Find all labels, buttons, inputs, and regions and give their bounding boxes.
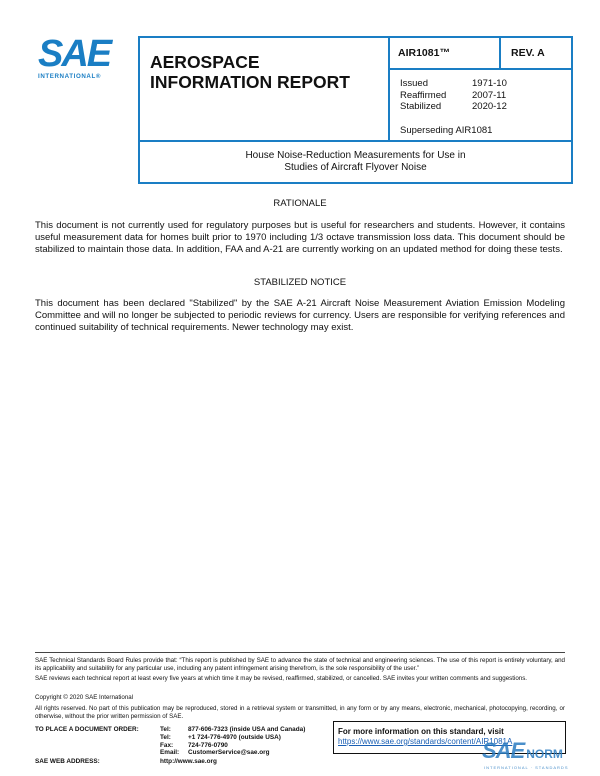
revision-label: REV. A: [501, 38, 571, 70]
date-value: 2007-11: [472, 89, 507, 101]
watermark-mark: SAE: [482, 738, 525, 763]
date-label: Stabilized: [400, 101, 442, 112]
more-info-title: For more information on this standard, visit: [338, 727, 504, 736]
document-number: AIR1081™: [390, 38, 501, 70]
web-address-link[interactable]: http://www.sae.org: [160, 758, 217, 765]
report-type-line1: AEROSPACE: [150, 52, 260, 72]
order-key: Fax:: [160, 741, 174, 749]
order-values: [188, 726, 348, 757]
order-value: 724-776-0790: [188, 741, 228, 749]
order-label: TO PLACE A DOCUMENT ORDER:: [35, 726, 139, 733]
standard-url-link[interactable]: https://www.sae.org/standards/content/AIR1081A: [338, 737, 513, 746]
order-email-link[interactable]: CustomerService@sae.org: [188, 749, 270, 757]
review-text: SAE reviews each technical report at least every five years at which time it may be revised, reaffirmed, stabilized, or cancelled. SAE invites your written comments and suggestions.: [35, 675, 528, 682]
sae-norm-watermark: [482, 738, 592, 772]
subject-line1: House Noise-Reduction Measurements for Use in: [245, 150, 466, 161]
stabilized-text: This document has been declared "Stabilized" by the SAE A-21 Aircraft Noise Measurement Aviation Emission Modeling Committee and will no longer be subjected to periodic reviews for currency. Users are responsible for verifying references and continued suitability of technical requirements. Newer technology may exist.: [35, 298, 565, 333]
web-address: [35, 758, 217, 765]
footer-divider: [35, 652, 565, 653]
rationale-text: This document is not currently used for regulatory purposes but is useful for researchers and students. However, it contains useful measurement data for homes built prior to 1970 including 1/3 octave transmission loss data. This document should be stabilized to maintain those data. In addition, FAA and A-21 are currently working on an updated method for doing these tests.: [35, 220, 565, 255]
rights-text: All rights reserved. No part of this publication may be reproduced, stored in a retrieval system or transmitted, in any form or by any means, electronic, mechanical, photocopying, recording, or otherwise, without the prior written permission of SAE.: [35, 705, 565, 720]
date-block: [390, 70, 571, 140]
date-label: Reaffirmed: [400, 89, 447, 101]
document-header: [138, 36, 573, 184]
order-key: Email:: [160, 749, 180, 757]
stabilized-heading: STABILIZED NOTICE: [253, 277, 347, 288]
web-address-label: SAE WEB ADDRESS:: [35, 758, 100, 765]
superseding-note: Superseding AIR1081: [400, 124, 493, 136]
board-rules-text: SAE Technical Standards Board Rules provide that: “This report is published by SAE to advance the state of technical and engineering sciences. The use of this report is entirely voluntary, and its applicability and suitability for any particular use, including any patent infringement arising therefrom, is the sole responsibility of the user.”: [35, 657, 565, 672]
logo-subtitle: INTERNATIONAL®: [38, 73, 102, 80]
report-type: [140, 38, 390, 140]
report-type-line2: INFORMATION REPORT: [150, 72, 350, 92]
watermark-word: NORM: [526, 747, 563, 761]
document-subject: [140, 140, 571, 182]
order-value: +1 724-776-4970 (outside USA): [188, 733, 281, 741]
sae-logo: [38, 33, 122, 84]
rationale-heading: RATIONALE: [273, 198, 327, 209]
date-value: 2020-12: [472, 101, 507, 112]
date-row-reaffirmed: [400, 90, 561, 102]
date-row-issued: [400, 78, 561, 90]
date-label: Issued: [400, 78, 428, 89]
date-value: 1971-10: [472, 78, 507, 89]
logo-mark: SAE: [38, 33, 111, 75]
order-keys: [160, 726, 185, 757]
date-row-stabilized: [400, 101, 561, 113]
order-key: Tel:: [160, 726, 171, 733]
subject-line2: Studies of Aircraft Flyover Noise: [284, 162, 427, 173]
order-key: Tel:: [160, 733, 171, 741]
watermark-subtitle: INTERNATIONAL · STANDARDS: [484, 765, 569, 770]
order-value: 877-606-7323 (inside USA and Canada): [188, 726, 306, 733]
copyright-text: Copyright © 2020 SAE International: [35, 694, 134, 701]
